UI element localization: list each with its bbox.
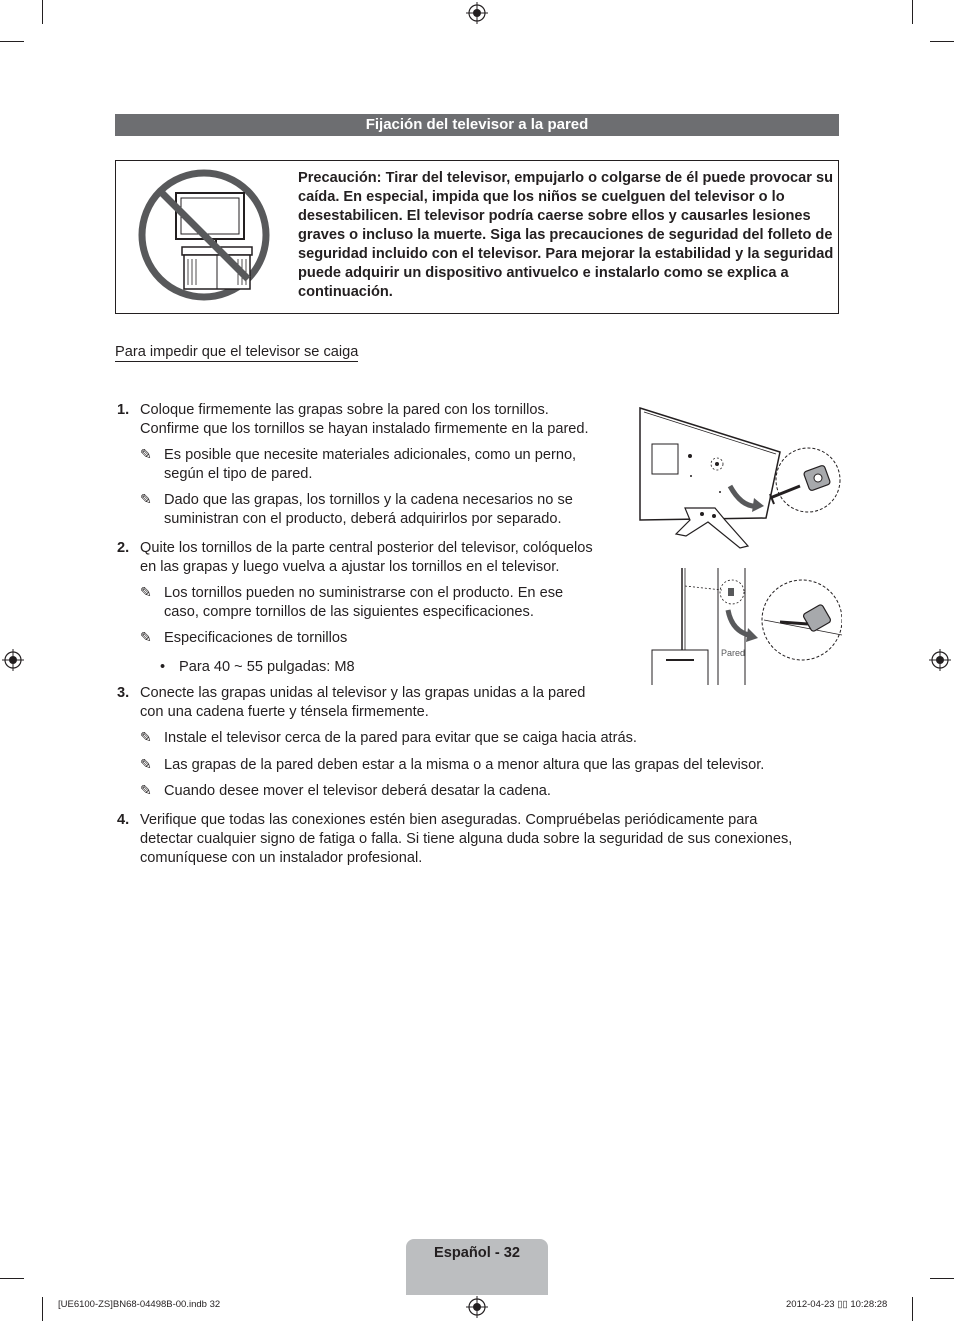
timestamp: 2012-04-23 ▯▯ 10:28:28 bbox=[786, 1299, 888, 1310]
note-text: Los tornillos pueden no suministrarse con el producto. En ese bbox=[164, 585, 564, 601]
pencil-note-icon: ✎ bbox=[140, 729, 152, 745]
step-number: 3. bbox=[117, 685, 130, 701]
crop-mark bbox=[930, 41, 954, 42]
registration-mark-icon bbox=[2, 649, 24, 671]
registration-mark-icon bbox=[929, 649, 951, 671]
section-title: Fijación del televisor a la pared bbox=[115, 114, 839, 136]
subheading: Para impedir que el televisor se caiga bbox=[115, 344, 359, 360]
step-text: Verifique que todas las conexiones estén bien aseguradas. Compruébelas periódicamente para bbox=[140, 812, 758, 828]
step-text: Conecte las grapas unidas al televisor y las grapas unidas a la pared bbox=[140, 685, 586, 701]
file-slug: [UE6100-ZS]BN68-04498B-00.indb 32 bbox=[58, 1299, 221, 1310]
page-label: Español - 32 bbox=[434, 1245, 520, 1261]
step-text: comuníquese con un instalador profesional. bbox=[140, 850, 423, 866]
note-text: Cuando desee mover el televisor deberá desatar la cadena. bbox=[164, 783, 551, 799]
bullet-text: Para 40 ~ 55 pulgadas: M8 bbox=[179, 659, 355, 675]
bullet-dot: • bbox=[160, 659, 166, 675]
step-number: 2. bbox=[117, 540, 130, 556]
pencil-note-icon: ✎ bbox=[140, 782, 152, 798]
crop-mark bbox=[912, 1297, 913, 1321]
note-text: según el tipo de pared. bbox=[164, 466, 313, 482]
pencil-note-icon: ✎ bbox=[140, 584, 152, 600]
step-text: en las grapas y luego vuelva a ajustar los tornillos en el televisor. bbox=[140, 559, 560, 575]
registration-mark-icon bbox=[466, 2, 488, 24]
pencil-note-icon: ✎ bbox=[140, 629, 152, 645]
pencil-note-icon: ✎ bbox=[140, 756, 152, 772]
no-climbing-tv-icon bbox=[136, 167, 272, 303]
pencil-note-icon: ✎ bbox=[140, 491, 152, 507]
note-text: Las grapas de la pared deben estar a la misma o a menor altura que las grapas del televisor. bbox=[164, 757, 765, 773]
step-text: Quite los tornillos de la parte central posterior del televisor, colóquelos bbox=[140, 540, 593, 556]
crop-mark bbox=[0, 41, 24, 42]
caution-box bbox=[115, 160, 839, 314]
crop-mark bbox=[42, 1297, 43, 1321]
note-text: Dado que las grapas, los tornillos y la cadena necesarios no se bbox=[164, 492, 573, 508]
step-number: 1. bbox=[117, 402, 130, 418]
note-text: Instale el televisor cerca de la pared para evitar que se caiga hacia atrás. bbox=[164, 730, 637, 746]
note-text: caso, compre tornillos de las siguientes especificaciones. bbox=[164, 604, 534, 620]
note-text: Es posible que necesite materiales adicionales, como un perno, bbox=[164, 447, 577, 463]
crop-mark bbox=[912, 0, 913, 24]
note-text: Especificaciones de tornillos bbox=[164, 630, 348, 646]
step-text: con una cadena fuerte y ténsela firmemente. bbox=[140, 704, 429, 720]
step-number: 4. bbox=[117, 812, 130, 828]
crop-mark bbox=[0, 1278, 24, 1279]
wall-mount-illustration bbox=[630, 400, 842, 685]
pencil-note-icon: ✎ bbox=[140, 446, 152, 462]
step-text: Coloque firmemente las grapas sobre la pared con los tornillos. bbox=[140, 402, 549, 418]
step-text: Confirme que los tornillos se hayan instalado firmemente en la pared. bbox=[140, 421, 589, 437]
registration-mark-icon bbox=[466, 1296, 488, 1318]
crop-mark bbox=[930, 1278, 954, 1279]
caution-text: Precaución: Tirar del televisor, empujarlo o colgarse de él puede provocar su caída. En especial, impida que los niños se cuelguen del televisor o lo desestabilicen. El televisor podría caerse sobre ellos y causarles lesiones graves o incluso la muerte. Siga las precauciones de seguridad del folleto de seguridad incluido con el televisor. Para mejorar la estabilidad y la seguridad puede adquirir un dispositivo antivuelco e instalarlo como se explica a continuación. bbox=[298, 170, 834, 300]
step-text: detectar cualquier signo de fatiga o falla. Si tiene alguna duda sobre la seguridad de sus conexiones, bbox=[140, 831, 793, 847]
figure-label: Pared bbox=[721, 648, 746, 658]
note-text: suministran con el producto, deberá adquirirlos por separado. bbox=[164, 511, 562, 527]
crop-mark bbox=[42, 0, 43, 24]
